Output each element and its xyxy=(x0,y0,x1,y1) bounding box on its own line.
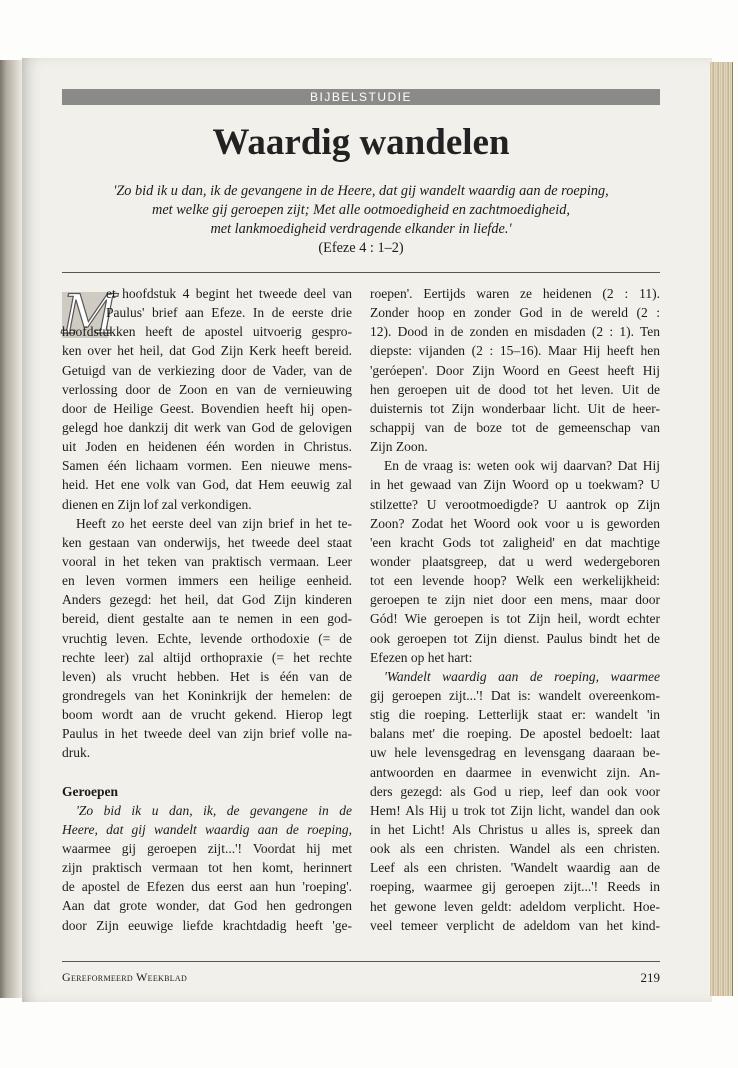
right-column xyxy=(370,284,660,935)
paragraph xyxy=(62,514,352,763)
section-subheading: Geroepen xyxy=(62,783,118,799)
epigraph-line: met welke gij geroepen zijt; Met alle ootmoedigheid en zachtmoedigheid, xyxy=(152,202,570,218)
text-line: roeping, waarmee gij geroepen zijt...'! Reeds in xyxy=(370,879,660,895)
paragraph xyxy=(370,456,660,667)
text-line: gelegd hoe dankzij dit werk van God de gelovigen xyxy=(62,419,352,435)
text-line: Anders gezegd: het heil, dat God Zijn kinderen xyxy=(62,592,352,608)
text-line: rechte leer) zal altijd orthopraxie (= het rechte xyxy=(62,649,352,665)
text-line: Aan dat grote wonder, dat God hen gedrongen xyxy=(62,898,352,914)
text-line: 'een kracht Gods tot zaligheid' en dat machtige xyxy=(370,534,660,550)
text-line: waarmee gij geroepen zijt...'! Voordat hij met xyxy=(62,840,352,856)
text-line: en leven vormen immers een heilige eenheid. xyxy=(62,573,352,589)
text-line: Gód! Wie geroepen is tot Zijn heil, wordt echter xyxy=(370,611,660,627)
text-line: balans met' die roeping. De apostel bedoelt: laat xyxy=(370,726,660,742)
text-line: Efezen op het hart: xyxy=(370,649,473,665)
text-line: 'Wandelt waardig aan de roeping, waarmee xyxy=(384,668,660,684)
text-line: ook geroepen tot Zijn dienst. Paulus bindt het de xyxy=(370,630,660,646)
text-line: door de Heilige Geest. Bovendien heeft hij open- xyxy=(62,400,352,416)
epigraph-line: 'Zo bid ik u dan, ik de gevangene in de Heere, dat gij wandelt waardig aan de roeping, xyxy=(113,183,609,199)
text-line: Getuigd van de verkiezing door de Vader, van de xyxy=(62,362,352,378)
text-line: Paulus in het tweede deel van zijn brief volle na- xyxy=(62,726,352,742)
text-line: het gewone leven geldt: adeldom verplicht. Hoe- xyxy=(370,898,660,914)
text-line: bereid, dient gestalte aan te nemen in een god- xyxy=(62,611,352,627)
text-line: Zonder hoop en zonder God in de wereld (2 : xyxy=(370,305,660,321)
text-line: Paulus' brief aan Efeze. In de eerste drie xyxy=(106,305,352,321)
text-line: tot een levende hoop? Welk een werkelijkheid: xyxy=(370,573,660,589)
epigraph-line: met lankmoedigheid verdragende elkander in liefde.' xyxy=(210,221,512,237)
text-line: verlossing door de Zoon en van de vernieuwing xyxy=(62,381,352,397)
text-line: Heere, dat gij wandelt waardig aan de roeping, xyxy=(62,821,352,837)
section-header-bar xyxy=(62,89,660,105)
text-line: grondregels van het Koninkrijk der hemelen: de xyxy=(62,687,352,703)
text-line: schappij van de boze tot de gemeenschap van xyxy=(370,419,660,435)
bottom-rule xyxy=(62,961,660,962)
paragraph xyxy=(370,667,660,935)
page-number: 219 xyxy=(640,970,660,985)
text-line: geroepen te zijn niet door een mens, maar door xyxy=(370,592,660,608)
text-line: Zijn Zoon. xyxy=(370,439,428,455)
text-line: duisternis tot Zijn wonderbaar licht. Uit de heer- xyxy=(370,400,660,416)
page-edges xyxy=(710,62,733,996)
text-line: druk. xyxy=(62,745,91,761)
text-line: in het Licht! Als Christus u alles is, spreek dan xyxy=(370,821,660,837)
text-line: hoofdstukken heeft de apostel uitvoerig gespro- xyxy=(62,324,352,340)
text-line: door Zijn eeuwige liefde krachtdadig heeft 'ge- xyxy=(62,917,352,933)
paragraph xyxy=(370,284,660,456)
text-line: uit Joden en heidenen één worden in Christus. xyxy=(62,439,352,455)
paragraph xyxy=(62,284,352,514)
text-line: heid. Het ene volk van God, dat Hem eeuwig zal xyxy=(62,477,352,493)
publication-name: Gereformeerd Weekblad xyxy=(62,970,188,984)
text-line: hen geroepen uit de dood tot het leven. Uit de xyxy=(370,381,660,397)
top-rule xyxy=(62,272,660,273)
text-line: stilzette? U verootmoedigde? U aantrok op Zijn xyxy=(370,496,660,512)
text-line: leven) als vrucht hebben. Het is één van de xyxy=(62,668,352,684)
text-line: uw hele levensgedrag en levensgang daaraan be- xyxy=(370,745,660,761)
text-line: Leef als een christen. 'Wandelt waardig aan de xyxy=(370,860,660,876)
text-line: diepste: vijanden (2 : 15–16). Maar Hij heeft hen xyxy=(370,343,660,359)
text-line: ders gezegd: als God u riep, leef dan ook voor xyxy=(370,783,660,799)
text-line: vooral in het teken van praktisch vermaan. Leer xyxy=(62,553,352,569)
text-line: ook als een christen. Wandel als een christen. xyxy=(370,841,660,857)
text-line: roepen'. Eertijds waren ze heidenen (2 : 11). xyxy=(370,286,660,301)
text-line: gij geroepen zijt...'! Dat is: wandelt overeenkom- xyxy=(370,687,660,703)
text-line: vruchtig leven. Echte, levende orthodoxie (= de xyxy=(62,630,352,646)
paragraph xyxy=(62,801,352,935)
text-line: ken gestaan van onderwijs, het tweede deel staat xyxy=(62,534,352,550)
text-line: 12). Dood in de zonden en misdaden (2 : 1). Ten xyxy=(370,324,660,340)
text-line: antwoorden en daarmee in evenwicht zijn. An- xyxy=(370,764,660,780)
text-line: zijn praktisch vermaan tot hen komt, herinnert xyxy=(62,860,352,876)
text-line: Hem! Als Hij u trok tot Zijn licht, wandel dan ook xyxy=(370,802,660,818)
drop-cap: M xyxy=(62,283,118,346)
text-line: wonder plaatsgreep, dat u werd wedergeboren xyxy=(370,553,660,569)
text-line: dienen en Zijn lof zal verkondigen. xyxy=(62,496,252,512)
text-line: 'geróepen'. Door Zijn Woord en Geest heeft Hij xyxy=(370,362,660,378)
epigraph-reference: (Efeze 4 : 1–2) xyxy=(318,240,404,256)
text-line: stig die roeping. Letterlijk staat er: wandelt 'in xyxy=(370,707,660,723)
text-line: En de vraag is: weten ook wij daarvan? Dat Hij xyxy=(384,458,660,474)
text-line: boom wordt aan de vrucht gekend. Hierop legt xyxy=(62,707,352,723)
text-line: 'Zo bid ik u dan, ik, de gevangene in de xyxy=(76,802,352,818)
text-line: ken over het heil, dat God Zijn Kerk heeft bereid. xyxy=(62,343,352,359)
text-line: Heeft zo het eerste deel van zijn brief in het te- xyxy=(76,515,352,531)
left-column xyxy=(62,284,352,935)
text-line: veel temeer verplicht de adeldom van het kind- xyxy=(370,917,660,933)
text-line: Zoon? Zodat het Woord ook voor u is geworden xyxy=(370,515,660,531)
epigraph xyxy=(62,182,660,258)
left-page-spine xyxy=(0,60,22,998)
text-line: in het gewaad van Zijn Woord op u toekwam? U xyxy=(370,477,660,493)
text-line: Samen één lichaam vormen. Een nieuwe mens- xyxy=(62,458,352,474)
article-title: Waardig wandelen xyxy=(212,122,510,163)
text-line: de apostel de Efezen dus eerst aan hun 'roeping'. xyxy=(62,879,352,895)
section-label: BIJBELSTUDIE xyxy=(309,90,413,104)
text-line: et hoofdstuk 4 begint het tweede deel van xyxy=(106,286,352,301)
